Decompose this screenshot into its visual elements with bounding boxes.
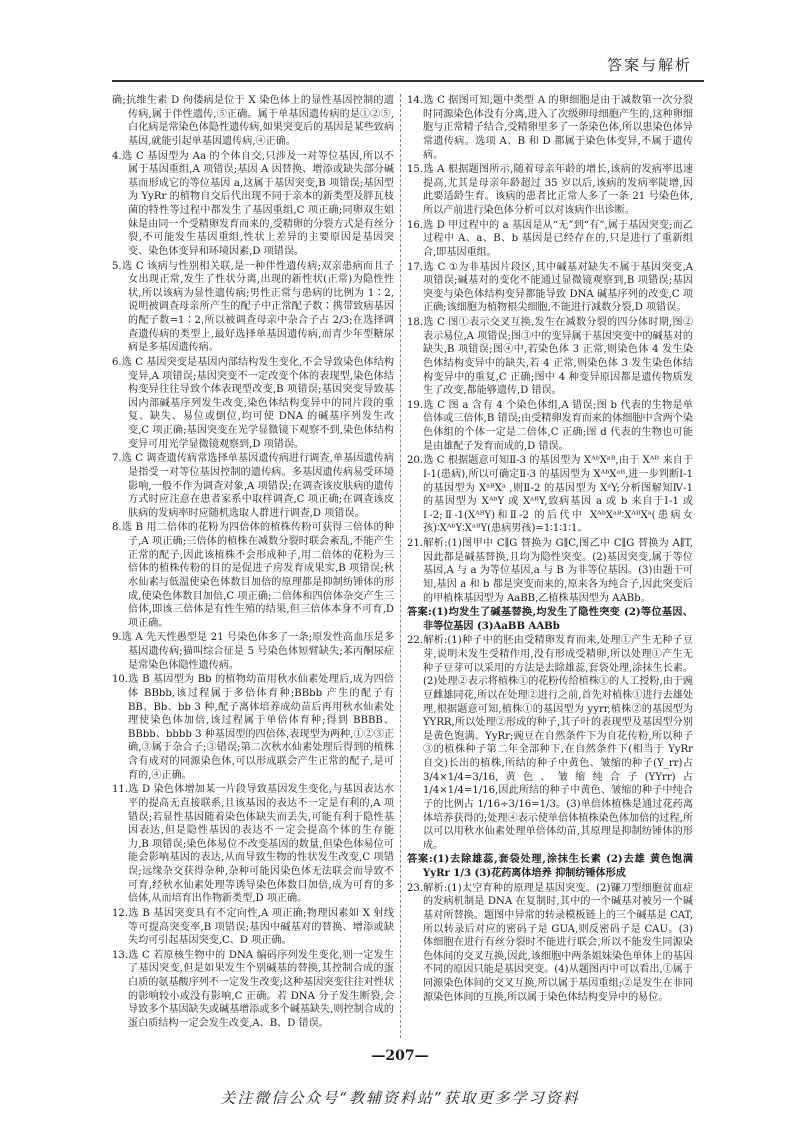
- answer-20: 20.选 C 根据题意可知Ⅱ-3 的基因型为 XᴬᵇXᵃᴮ,由于 Xᴬᴮ 来自于Ⅰ-1(患病),所以可确定Ⅱ-3 的基因型为 XᴬᵇXᵃᴮ,进一步判断Ⅰ-1 的基因型为 XᵃᴮXᵃ ,则Ⅱ-2 的基因型为 XᵃY;分析图解知Ⅳ-1 的基因型为 XᴬᵇY 或 XᵃᴮY,致病基因 a 或 b 来自于Ⅰ-1 或Ⅰ-2;Ⅱ-1(XᴬᴮY)和Ⅱ-2 的后代中 XᴬᵇXᵃᴮ∶XᴬᴮXᵃ(患病女孩)∶XᴬᵇY∶XᵃᴮY(患病男孩)=1∶1∶1∶1。: [407, 455, 693, 535]
- answer-7: 7.选 C 调查遗传病常选择单基因遗传病进行调查,单基因遗传病是指受一对等位基因控制的遗传病。多基因遗传病易受环境影响,一般不作为调查对象,A 项错误;在调查该皮肤病的遗传方式时应注意在患者家系中取样调查,C 项正确;在调查该皮肤病的发病率时应随机选取人群进行调查,D 项错误。: [112, 453, 394, 519]
- answer-13: 13.选 C 若原核生物中的 DNA 编码序列发生变化,则一定发生了基因突变,但是如果发生个别碱基的替换,其控制合成的蛋白质的氨基酸序列不一定发生改变;这种基因突变往往对性状的影响较小或没有影响,C 正确。若 DNA 分子发生断裂,会导致多个基因缺失或碱基增添或多个碱基缺失,则控制合成的蛋白质结构一定会发生改变,A、B、D 错误。: [112, 949, 394, 1029]
- answer-4: 4.选 C 基因型为 Aa 的个体自交,只涉及一对等位基因,所以不属于基因重组,A 项错误;基因 A 因替换、增添或缺失部分碱基而形成它的等位基因 a,这属于基因突变,B 项错误;基因型为 YyRr 的植物自交后代出现不同于亲本的新类型及胖瓦枝菌的特性等过程中都发生了基因重组,C 项正确;同卵双生姐妹是由同一个受精卵发育而来的,受精卵的分裂方式是有丝分裂,不可能发生基因重组,性状上差异的主要原因是基因突变、染色体变异和环境因素,D 项错误。: [112, 150, 394, 257]
- answer-15: 15.选 A 根据题图所示,随着母亲年龄的增长,该病的发病率迅速提高,尤其是母亲年龄超过 35 岁以后,该病的发病率陡增,因此要适龄生育。该病的患者比正常人多了一条 21 号染色体,所以产前进行染色体分析可以对该病作出诊断。: [407, 164, 693, 216]
- answer-21-answer: 答案:(1)均发生了碱基替换,均发生了隐性突变 (2)等位基因、非等位基因 (3)AaBB AABb: [407, 607, 693, 632]
- answer-16: 16.选 D 甲过程中的 a 基因是从“无”到“有”,属于基因突变;而乙过程中 A、a、B、b 基因是已经存在的,只是进行了重新组合,即基因重组。: [407, 219, 693, 258]
- answer-11: 11.选 D 染色体增加某一片段导致基因发生变化,与基因表达水平的提高无直接联系,且该基因的表达不一定是有利的,A 项错误;若显性基因随着染色体缺失而丢失,可能有利于隐性基因表达,但是隐性基因的表达不一定会提高个体的生存能力,B 项错误;染色体易位不改变基因的数量,但染色体易位可能会影响基因的表达,从而导致生物的性状发生改变,C 项错误;远缘杂交获得杂种,杂种可能因染色体无法联会而导致不可育,经秋水仙素处理等诱导染色体数目加倍,成为可育的多倍体,从而培育出作物新类型,D 项正确。: [112, 784, 394, 905]
- answer-9: 9.选 A 先天性愚型是 21 号染色体多了一条;原发性高血压是多基因遗传病;猫叫综合征是 5 号染色体短臂缺失;苯丙酮尿症是常染色体隐性遗传病。: [112, 632, 394, 671]
- answer-21-analysis: 21.解析:(1)图甲中 C∥G 替换为 G∥C,图乙中 C∥G 替换为 A∥T,因此都是碱基替换,且均为隐性突变。(2)基因突变,属于等位基因,A 与 a 为等位基因,a 与 B 为非等位基因。(3)由题干可知,基因 a 和 b 都是突变而来的,原来各为纯合子,因此突变后的甲植株基因型为 AaBB,乙植株基因型为 AABb。: [407, 538, 693, 604]
- left-column: [112, 94, 394, 1032]
- footer-note: 关注微信公众号“教辅资料站”获取更多学习资料: [220, 1089, 580, 1107]
- answer-12: 12.选 B 基因突变具有不定向性,A 项正确;物理因素如 X 射线等可提高突变率,B 项错误;基因中碱基对的替换、增添或缺失均可引起基因突变,C、D 项正确。: [112, 907, 394, 947]
- answer-22-analysis: 22.解析:(1)种子中的胚由受精卵发育而来,处理①产生无种子豆芽,说明未发生受精作用,没有形成受精卵,所以处理①产生无种子豆芽可以采用的方法是去除雄蕊,套袋处理,涂抹生长素。(2)处理②表示将植株①的花粉传给植株①的人工授粉,由于豌豆雌雄同花,所以在处理②进行之前,首先对植株①进行去雄处理,根据题意可知,植株①的基因型为 yyrr,植株②的基因型为 YYRR,所以处理②形成的种子,其子叶的表现型及基因型分别是黄色饱满、YyRr;豌豆在自然条件下为自花传粉,所以种子③的植株种子第二年全部种下,在自然条件下(相当于 YyRr 自交)长出的植株,所结的种子中黄色、皱缩的种子(Y_rr)占 3/4×1/4=3/16,黄色、皱缩纯合子(YYrr)占 1/4×1/4=1/16,因此所结的种子中黄色、皱缩的种子中纯合子的比例占 1/16÷3/16=1/3。(3)单倍体植株是通过花药离体培养获得的;处理④表示使单倍体植株染色体加倍的过程,所以可以用秋水仙素处理单倍体幼苗,其原理是抑制纺锤体的形成。: [407, 635, 693, 851]
- answer-23-analysis: 23.解析:(1)太空育种的原理是基因突变。(2)镰刀型细胞贫血症的发病机制是 DNA 在复制时,其中的一个碱基对被另一个碱基对所替换。题图中异常的转录模板链上的三个碱基是 CAT,所以转录后对应的密码子是 GUA,则反密码子是 CAU。(3)体细胞在进行有丝分裂时不能进行联会,所以不能发生同源染色体间的交叉互换,因此,该细胞中两条姐妹染色单体上的基因不同的原因只能是基因突变。(4)从题图丙中可以看出,①属于同源染色体间的交叉互换,所以属于基因重组;②是发生在非同源染色体间的互换,所以属于染色体结构变异中的易位。: [407, 882, 693, 1003]
- answer-17: 17.选 C ①为非基因片段区,其中碱基对缺失不属于基因突变,A 项错误;碱基对的变化不能通过显微镜观察到,B 项错误;基因突变与染色体结构变异都能导致 DNA 碱基序列的改变,C 项正确;该细胞为植物根尖细胞,不能进行减数分裂,D 项错误。: [407, 261, 693, 314]
- answer-5: 5.选 C 该病与性别相关联,是一种伴性遗传病;双亲患病而且子女出现正常,发生了性状分离,出现的新性状(正常)为隐性性状,所以该病为显性遗传病;男性正常与患病的比例为 1∶2,说明被调查母亲所产生的配子中正常配子数∶携带致病基因的配子数=1∶2,所以被调查母亲中杂合子占 2/3;在选择调查遗传病的类型上,最好选择单基因遗传病,而青少年型糖尿病是多基因遗传病。: [112, 260, 394, 354]
- page-number: —207—: [371, 1048, 429, 1064]
- answer-8: 8.选 B 用二倍体的花粉为四倍体的植株传粉可获得三倍体的种子,A 项正确;三倍体的植株在减数分裂时联会紊乱,不能产生正常的配子,因此该植株不会形成种子,用二倍体的花粉为三倍体的植株传粉的目的是促进子房发育成果实,B 项错误;秋水仙素与低温使染色体数目加倍的原理都是抑制纺锤体的形成,使染色体数目加倍,C 项正确;二倍体和四倍体杂交产生三倍体,即该三倍体是有性生殖的结果,但三倍体本身不可育,D 项正确。: [112, 522, 394, 629]
- column-divider: [400, 94, 401, 1038]
- answer-6: 6.选 C 基因突变是基因内部结构发生变化,不会导致染色体结构变异,A 项错误;基因突变不一定改变个体的表现型,染色体结构变异往往导致个体表现型改变,B 项错误;基因突变导致基因内部碱基序列发生改变,染色体结构变异中的同片段的重复、缺失、易位或倒位,均可使 DNA 的碱基序列发生改变,C 项正确;基因突变在光学显微镜下观察不到,染色体结构变异可用光学显微镜观察到,D 项错误。: [112, 356, 394, 450]
- header-title: 答案与解析: [606, 56, 692, 74]
- answer-18: 18.选 C 图①表示交叉互换,发生在减数分裂的四分体时期,图②表示易位,A 项错误;图③中的变异属于基因突变中的碱基对的缺失,B 项错误;图④中,若染色体 3 正常,则染色体 4 发生染色体结构变异中的缺失,若 4 正常,则染色体 3 发生染色体结构变异中的重复,C 正确;图中 4 种变异原因都是遗传物质发生了改变,都能够遗传,D 错误。: [407, 317, 693, 397]
- page-number-value: 207: [385, 1048, 415, 1064]
- answer-22-answer: 答案:(1)去除雄蕊,套袋处理,涂抹生长素 (2)去雄 黄色饱满 YyRr 1/3 (3)花药离体培养 抑制纺锤体形成: [407, 854, 693, 879]
- header-rule: [112, 80, 704, 82]
- answer-14: 14.选 C 据图可知,题中类型 A 的卵细胞是由于减数第一次分裂时同源染色体没有分离,进入了次级卵母细胞产生的,这种卵细胞与正常精子结合,受精卵里多了一条染色体,所以患染色体异常遗传病。选项 A、B 和 D 都属于染色体变异,不属于遗传病。: [407, 95, 693, 161]
- right-column: [407, 94, 693, 1005]
- answer-19: 19.选 C 图 a 含有 4 个染色体组,A 错误;图 b 代表的生物是单倍体或三倍体,B 错误;由受精卵发育而来的体细胞中含两个染色体组的个体一定是二倍体,C 正确;图 d 代表的生物也可能是由雄配子发育而成的,D 错误。: [407, 399, 693, 452]
- answer-10: 10.选 B 基因型为 Bb 的植物幼苗用秋水仙素处理后,成为四倍体 BBbb,该过程属于多倍体育种;BBbb 产生的配子有 BB、Bb、bb 3 种,配子离体培养成幼苗后再用秋水仙素处理使染色体加倍,该过程属于单倍体育种;得到 BBBB、BBbb、bbbb 3 种基因型的四倍体,表现型为两种,①②③正确,③属于杂合子;③错误;第二次秋水仙素处理后得到的植株含有成对的同源染色体,可以形成联会产生正常的配子,是可育的,④正确。: [112, 674, 394, 781]
- answer-3-continued: 确;抗维生素 D 佝偻病是位于 X 染色体上的显性基因控制的遗传病,属于伴性遗传,⑤正确。属于单基因遗传病的是①②⑤,白化病是常染色体隐性遗传病,如果突变后的基因是某些致病基因,就能引起单基因遗传病,④正确。: [112, 95, 394, 147]
- page-header: [0, 0, 800, 84]
